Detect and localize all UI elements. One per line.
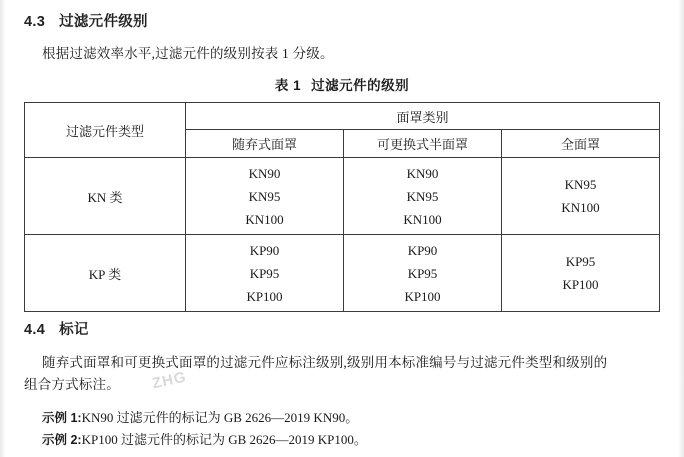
- table-header-replaceable-half-mask: 可更换式半面罩: [344, 130, 502, 158]
- page-right-edge-shading: [678, 0, 684, 457]
- section-title-4-3: 过滤元件级别: [59, 14, 148, 30]
- table-cell-value: KN95: [248, 188, 281, 204]
- example-2: [42, 430, 367, 450]
- page-left-edge-shading: [0, 0, 6, 457]
- table-cell-kn-full-mask: [502, 158, 660, 235]
- table-cell-value: KP95: [249, 265, 280, 281]
- example-2-text: KP100 过滤元件的标记为 GB 2626—2019 KP100。: [81, 432, 367, 447]
- table-row: [25, 235, 660, 312]
- section-heading-4-4: [24, 318, 89, 339]
- table-cell-value: KP100: [404, 288, 441, 304]
- table-cell-type-kp: KP 类: [25, 235, 186, 312]
- section-title-4-4: 标记: [59, 322, 89, 338]
- paragraph-marking-line1: 随弃式面罩和可更换式面罩的过滤元件应标注级别,级别用本标准编号与过滤元件类型和级别的: [42, 355, 608, 370]
- example-2-lead: 示例 2:: [42, 433, 82, 447]
- table-cell-kp-disposable: [186, 235, 344, 312]
- section-heading-4-3: [24, 10, 148, 31]
- section-number-4-4: 4.4: [24, 322, 46, 338]
- table-cell-value: KN100: [245, 211, 284, 227]
- table-cell-kp-full-mask: [502, 235, 660, 312]
- filter-grade-table: [24, 102, 660, 312]
- table-cell-kn-disposable: [186, 158, 344, 235]
- table-cell-type-kn: KN 类: [25, 158, 186, 235]
- table-header-mask-category: 面罩类别: [186, 103, 660, 130]
- paragraph-intro: 根据过滤效率水平,过滤元件的级别按表 1 分级。: [42, 46, 334, 61]
- table-header-full-mask: 全面罩: [502, 130, 660, 158]
- table-caption-title: 过滤元件的级别: [311, 78, 410, 93]
- table-cell-value: KP90: [407, 242, 438, 258]
- table-cell-value: KP95: [407, 265, 438, 281]
- example-1: [42, 408, 358, 428]
- table-cell-value: KP90: [249, 242, 280, 258]
- watermark: ZHG: [150, 368, 189, 393]
- table-caption: [0, 74, 684, 94]
- section-number-4-3: 4.3: [24, 14, 46, 30]
- table-cell-kp-half-mask: [344, 235, 502, 312]
- table-row: [25, 158, 660, 235]
- table-cell-value: KN100: [561, 200, 600, 215]
- table-cell-kn-half-mask: [344, 158, 502, 235]
- table-cell-value: KN100: [403, 211, 442, 227]
- table-cell-value: KN90: [248, 165, 281, 181]
- table-header-row-group: [25, 103, 660, 130]
- table-cell-value: KN95: [564, 177, 597, 192]
- table-caption-label: 表 1: [274, 78, 302, 93]
- example-1-text: KN90 过滤元件的标记为 GB 2626—2019 KN90。: [81, 410, 359, 425]
- paragraph-marking-line2: 组合方式标注。: [24, 377, 120, 392]
- table-cell-value: KN90: [406, 165, 439, 181]
- table-cell-value: KP100: [562, 277, 599, 292]
- table-cell-value: KP100: [246, 288, 283, 304]
- example-1-lead: 示例 1:: [42, 411, 82, 425]
- table-header-disposable-mask: 随弃式面罩: [186, 130, 344, 158]
- paragraph-marking: [24, 352, 660, 396]
- table-header-filter-type: 过滤元件类型: [25, 103, 186, 158]
- table-cell-value: KP95: [565, 254, 596, 269]
- table-cell-value: KN95: [406, 188, 439, 204]
